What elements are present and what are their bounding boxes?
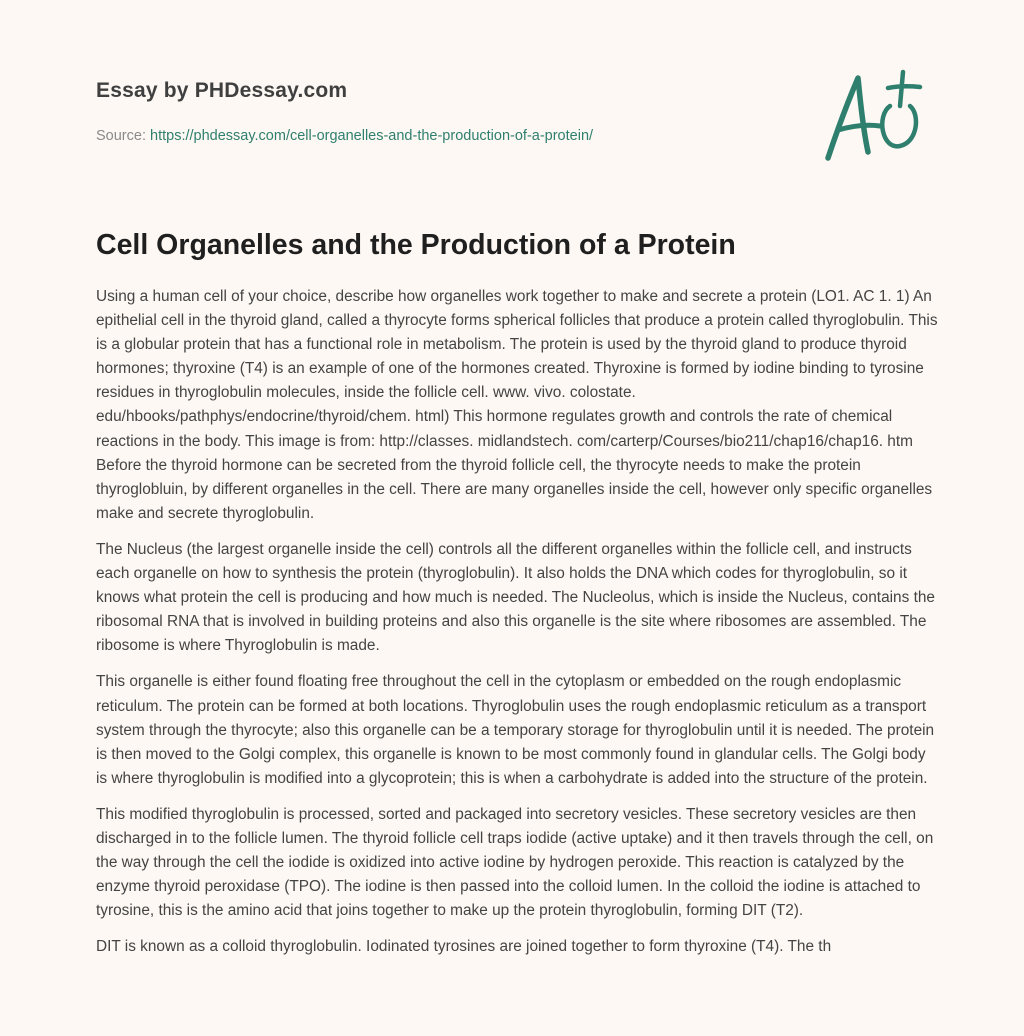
source-line: [96, 126, 796, 146]
a-plus-grade-icon: [820, 66, 930, 166]
essay-header: [96, 78, 796, 146]
essay-paragraph: The Nucleus (the largest organelle inside the cell) controls all the different organelles within the follicle cell, and instructs each organelle on how to synthesis the protein (thyroglobulin). It also holds the DNA which codes for thyroglobulin, so it knows what protein the cell is producing and how much is needed. The Nucleolus, which is inside the Nucleus, contains the ribosomal RNA that is involved in building proteins and also this organelle is the site where ribosomes are assembled. The ribosome is where Thyroglobulin is made.: [96, 540, 935, 655]
essay-body: [96, 285, 938, 971]
essay-paragraph: This modified thyroglobulin is processed, sorted and packaged into secretory vesicles. These secretory vesicles are then discharged in to the follicle lumen. The thyroid follicle cell traps iodide (active uptake) and it then travels through the cell, on the way through the cell the iodide is oxidized into active iodine by hydrogen peroxide. This reaction is catalyzed by the enzyme thyroid peroxidase (TPO). The iodine is then passed into the colloid lumen. In the colloid the iodine is attached to tyrosine, this is the amino acid that joins together to make up the protein thyroglobulin, forming DIT (T2).: [96, 805, 934, 920]
site-brand: Essay by PHDessay.com: [96, 79, 348, 102]
essay-paragraph: This organelle is either found floating free throughout the cell in the cytoplasm or embedded on the rough endoplasmic reticulum. The protein can be formed at both locations. Thyroglobulin uses the rough endoplasmic reticulum as a transport system through the thyrocyte; also this organelle can be a temporary storage for thyroglobulin until it is needed. The protein is then moved to the Golgi complex, this organelle is known to be most commonly found in glandular cells. The Golgi body is where thyroglobulin is modified into a glycoprotein; this is when a carbohydrate is added into the structure of the protein.: [96, 673, 935, 787]
essay-paragraph: DIT is known as a colloid thyroglobulin. Iodinated tyrosines are joined together to form thyroxine (T4). The th: [96, 938, 832, 956]
source-label: Source:: [96, 128, 146, 144]
source-link[interactable]: https://phdessay.com/cell-organelles-and-the-production-of-a-protein/: [150, 128, 594, 144]
essay-paragraph: Using a human cell of your choice, describe how organelles work together to make and secrete a protein (LO1. AC 1. 1) An epithelial cell in the thyroid gland, called a thyrocyte forms spherical follicles that produce a protein called thyroglobulin. This is a globular protein that has a functional role in metabolism. The protein is used by the thyroid gland to produce thyroid hormones; thyroxine (T4) is an example of one of the hormones created. Thyroxine is formed by iodine binding to tyrosine residues in thyroglobulin molecules, inside the follicle cell. www. vivo. colostate. edu/hbooks/pathphys/endocrine/thyroid/chem. html) This hormone regulates growth and controls the rate of chemical reactions in the body. This image is from: http://classes. midlandstech. com/carterp/Courses/bio211/chap16/chap16. htm Before the thyroid hormone can be secreted from the thyroid follicle cell, the thyrocyte needs to make the protein thyroglobluin, by different organelles in the cell. There are many organelles inside the cell, however only specific organelles make and secrete thyroglobulin.: [96, 288, 938, 522]
essay-title: Cell Organelles and the Production of a Protein: [96, 229, 736, 261]
